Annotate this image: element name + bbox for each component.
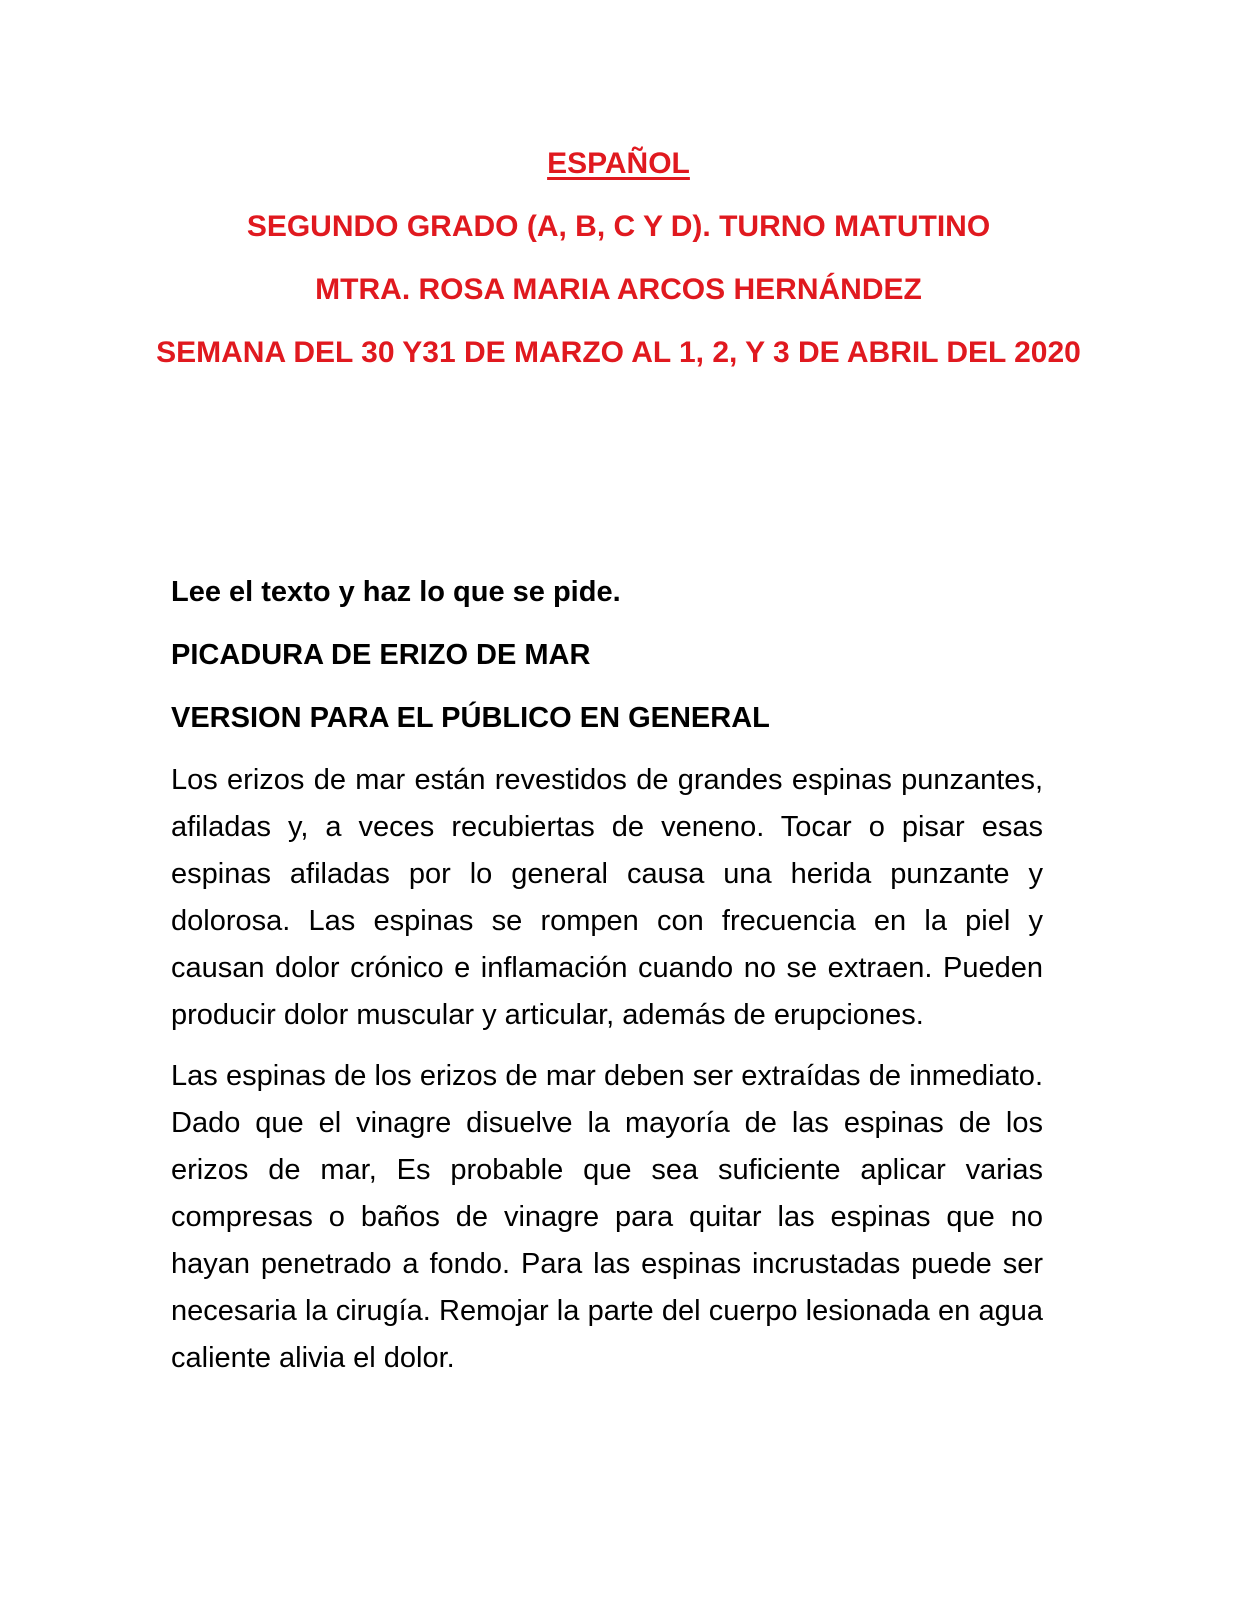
reading-subtitle: VERSION PARA EL PÚBLICO EN GENERAL xyxy=(171,702,770,734)
grade-line: SEGUNDO GRADO (A, B, C Y D). TURNO MATUTINO xyxy=(246,210,991,243)
paragraph: Las espinas de los erizos de mar deben ser extraídas de inmediato. Dado que el vinagre disuelve la mayoría de las espinas de los erizos de mar, Es probable que sea suficiente aplicar varias compresas o baños de vinagre para quitar las espinas que no hayan penetrado a fondo. Para las espinas incrustadas puede ser necesaria la cirugía. Remojar la parte del cuerpo lesionada en agua caliente alivia el dolor. xyxy=(171,1060,1043,1374)
instruction-text: Lee el texto y haz lo que se pide. xyxy=(171,576,621,608)
document-header xyxy=(150,140,1087,377)
reading-title: PICADURA DE ERIZO DE MAR xyxy=(171,639,591,671)
document-body xyxy=(171,568,1043,1382)
teacher-name: MTRA. ROSA MARIA ARCOS HERNÁNDEZ xyxy=(315,273,922,306)
week-dates: SEMANA DEL 30 Y31 DE MARZO AL 1, 2, Y 3 DE ABRIL DEL 2020 xyxy=(156,336,1081,369)
paragraph: Los erizos de mar están revestidos de grandes espinas punzantes, afiladas y, a veces recubiertas de veneno. Tocar o pisar esas espinas afiladas por lo general causa una herida punzante y dolorosa. Las espinas se rompen con frecuencia en la piel y causan dolor crónico e inflamación cuando no se extraen. Pueden producir dolor muscular y articular, además de erupciones. xyxy=(171,764,1043,1031)
subject-title: ESPAÑOL xyxy=(547,147,690,180)
